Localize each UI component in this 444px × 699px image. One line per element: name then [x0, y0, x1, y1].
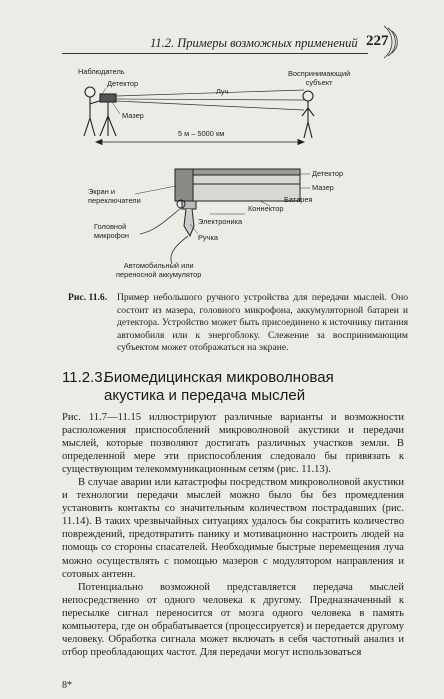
label-power-source: Автомобильный или переносной аккумулятор — [116, 261, 202, 279]
header-arc-decoration — [380, 22, 410, 62]
beam-lines — [116, 87, 304, 110]
caption-text: Пример небольшого ручного устройства для передачи мыслей. Оно состоит из мазера, головного микрофона, аккумуляторной батареи и детектора. Устройство может быть присоединено к источнику питания автомобиля или к энергоблоку. Слежение за воспринимающим субъектом может отображаться на экране. — [117, 292, 408, 354]
signature-mark: 8* — [62, 680, 72, 691]
label-receiving-subject: Воспринимающий субъект — [288, 69, 351, 87]
paragraph: Потенциально возможной представляется передача мыслей непосредственно от одного человека к другому. Предназначенный к пересылке сигнал переносится от мозга одного человека в память компьютера, где он обрабатывается (процессируется) и передается другому человеку. Обработка сигнала может включать в себя частотный анализ и отбор преобладающих частот. Для передачи могут использоваться — [62, 581, 404, 658]
label-battery: Батарея — [284, 195, 313, 204]
label-maser-bottom: Мазер — [312, 183, 334, 192]
label-detector-bottom: Детектор — [312, 169, 344, 178]
figure-drawing — [60, 66, 400, 286]
label-detector-top: Детектор — [107, 79, 139, 88]
figure-11-6 — [60, 66, 400, 286]
label-handle: Ручка — [198, 233, 218, 242]
label-connector: Коннектор — [248, 204, 284, 213]
body-text — [62, 411, 404, 659]
label-electronics: Электроника — [198, 217, 243, 226]
caption-label: Рис. 11.6. — [68, 292, 108, 303]
label-beam: Луч — [216, 87, 229, 96]
figure-caption — [68, 292, 408, 355]
label-observer: Наблюдатель — [78, 67, 125, 76]
header-rule — [62, 53, 368, 54]
label-head-microphone: Головной микрофон — [94, 222, 129, 240]
paragraph: В случае аварии или катастрофы посредством микроволновой акустики и технологии передачи мыслей можно было бы без промедления установить контакты со значительным количеством пострадавших (рис. 11.14). В таких чрезвычайных ситуациях удалось бы сократить количество повреждений, предотвратить панику и мотивационно настроить людей на помощь со стороны спасателей. Необходимые быстрые перемещения луча можно осуществлять с помощью мазеров с модулятором направления и сотовых антенн. — [62, 477, 404, 580]
paragraph: Рис. 11.7—11.15 иллюстрируют различные варианты и возможности расположения приспособлений микроволновой акустики и передачи мыслей, которые позволяют достигать различных участков земли. В определенной мере эти приспособления следовало бы привязать к существующим телекоммуникационным сетям (рис. 11.13). — [62, 412, 404, 476]
bottom-wires — [140, 208, 188, 264]
distance-arrow — [96, 140, 304, 145]
section-title: Биомедицинская микроволновая акустика и передача мыслей — [104, 369, 334, 404]
page-number: 227 — [366, 33, 389, 49]
section-heading — [62, 369, 394, 405]
observer-figure — [84, 87, 102, 136]
receiving-subject-figure — [302, 91, 314, 138]
label-distance: 5 м – 5000 км — [178, 129, 225, 138]
running-head: 11.2. Примеры возможных применений — [150, 36, 358, 50]
section-number: 11.2.3. — [62, 369, 107, 386]
label-maser-top: Мазер — [122, 111, 144, 120]
tripod-device — [100, 94, 116, 136]
label-screen-switches: Экран и переключатели — [88, 187, 141, 205]
